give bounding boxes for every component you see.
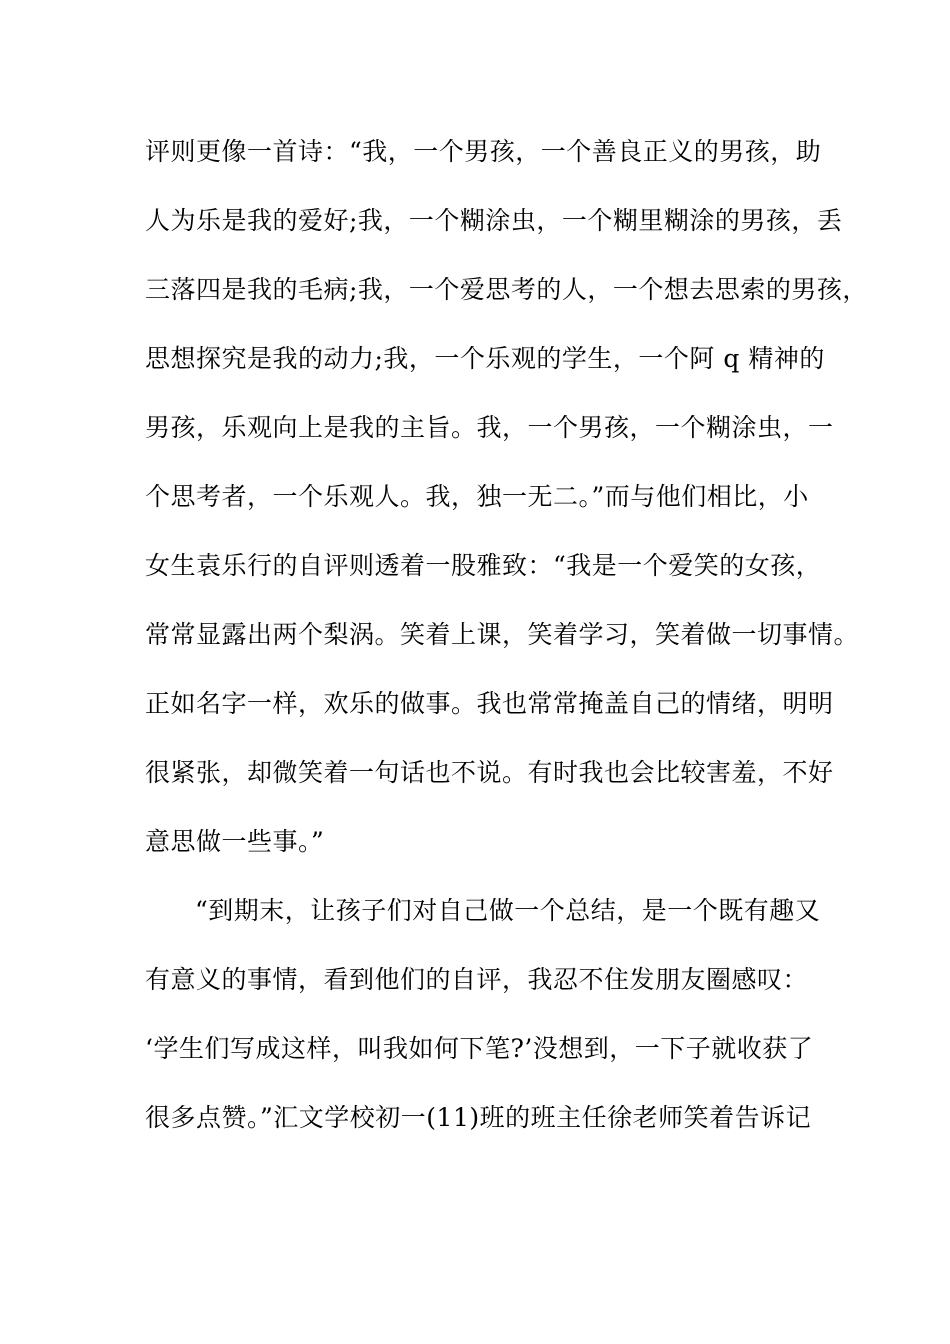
text-line: 个思考者，一个乐观人。我，独一无二。”而与他们相比，小 [145,482,809,511]
text-line: 三落四是我的毛病;我，一个爱思考的人，一个想去思索的男孩， [145,275,868,304]
paragraph-start-line: “到期末，让孩子们对自己做一个总结，是一个既有趣又 [195,896,821,925]
text-line: 女生袁乐行的自评则透着一股雅致：“我是一个爱笑的女孩， [145,551,822,580]
text-line: 有意义的事情，看到他们的自评，我忍不住发朋友圈感叹： [145,965,809,994]
text-line: 评则更像一首诗：“我，一个男孩，一个善良正义的男孩，助 [145,137,822,166]
text-line: 常常显露出两个梨涡。笑着上课，笑着学习，笑着做一切事情。 [145,620,860,649]
text-line: ‘学生们写成这样，叫我如何下笔?’没想到，一下子就收获了 [145,1034,814,1063]
text-line: 很紧张，却微笑着一句话也不说。有时我也会比较害羞，不好 [145,758,834,787]
text-line: 正如名字一样，欢乐的做事。我也常常掩盖自己的情绪，明明 [145,689,834,718]
text-line: 男孩，乐观向上是我的主旨。我，一个男孩，一个糊涂虫，一 [145,413,834,442]
text-line: 人为乐是我的爱好;我，一个糊涂虫，一个糊里糊涂的男孩，丢 [145,206,843,235]
text-line: 意思做一些事。” [145,827,325,856]
body-text [145,130,868,1165]
text-line: 很多点赞。”汇文学校初一(11)班的班主任徐老师笑着告诉记 [145,1103,812,1132]
text-line: 思想探究是我的动力;我，一个乐观的学生，一个阿 q 精神的 [145,344,825,373]
